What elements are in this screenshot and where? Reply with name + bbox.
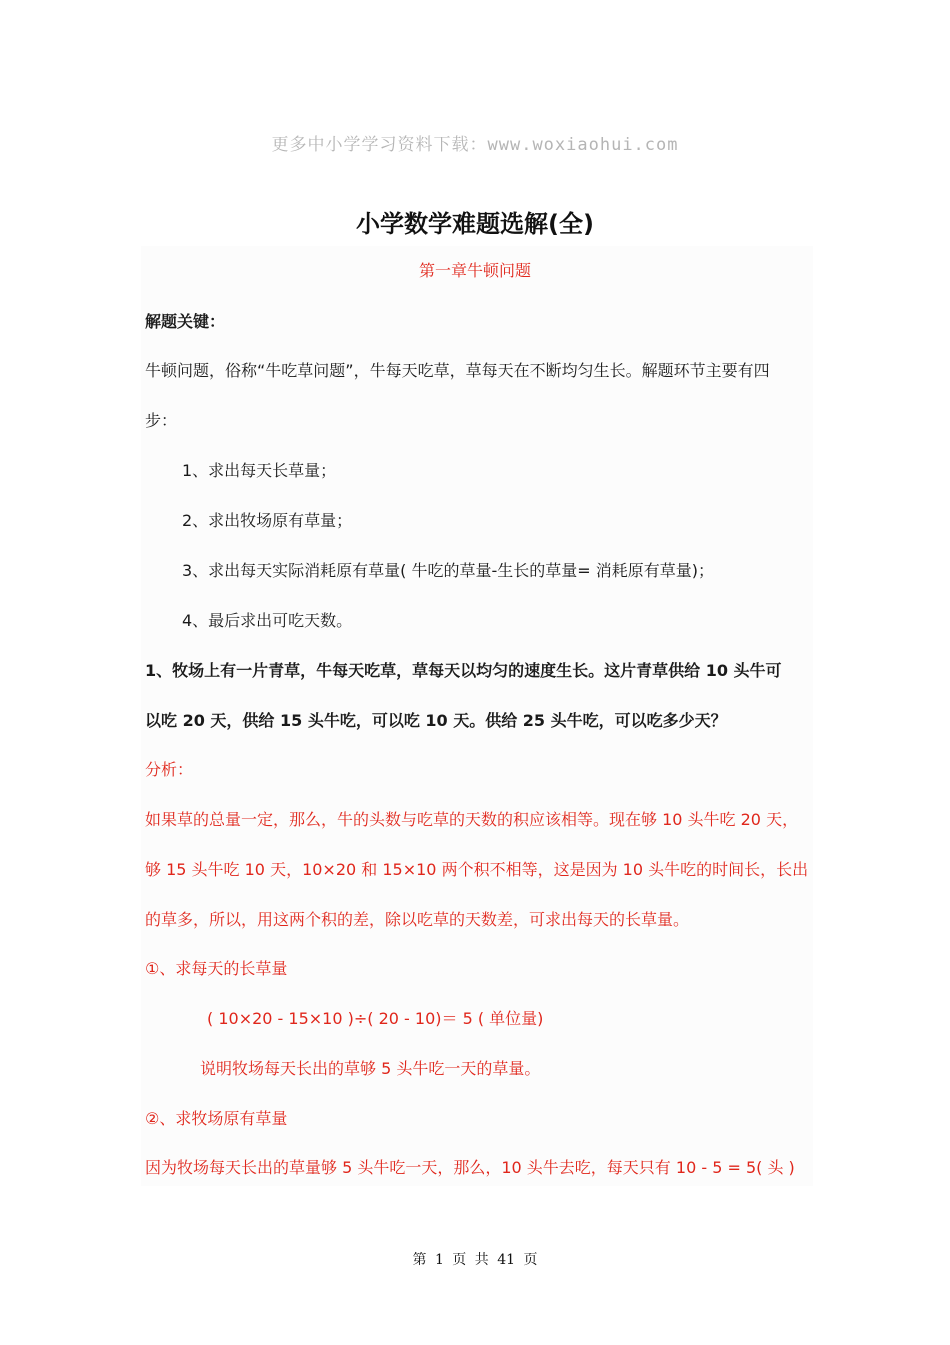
step-1-note: 说明牧场每天长出的草够 5 头牛吃一天的草量。 [200,1059,541,1078]
step-item-2: 2、求出牧场原有草量； [182,511,353,530]
problem-1-line-1: 1、牧场上有一片青草，牛每天吃草，草每天以均匀的速度生长。这片青草供给 10 头牛可 [145,661,782,680]
intro-line-2: 步： [145,411,178,430]
step-2-line-1: 因为牧场每天长出的草量够 5 头牛吃一天，那么，10 头牛去吃，每天只有 10 - 5 = 5( 头 ) [145,1158,795,1177]
chapter-heading: 第一章牛顿问题 [418,261,531,280]
step-1-formula: ( 10×20 - 15×10 )÷( 20 - 10)＝ 5 ( 单位量) [207,1009,544,1028]
analysis-line-3: 的草多，所以，用这两个积的差，除以吃草的天数差，可求出每天的长草量。 [145,910,690,929]
download-banner: 更多中小学学习资料下载：www.woxiaohui.com [271,135,679,155]
key-heading: 解题关键： [145,312,226,331]
step-2-heading: ②、求牧场原有草量 [145,1109,288,1128]
analysis-label: 分析： [145,760,194,779]
step-item-4: 4、最后求出可吃天数。 [182,611,353,630]
intro-line-1: 牛顿问题，俗称“牛吃草问题”，牛每天吃草，草每天在不断均匀生长。解题环节主要有四 [145,361,770,380]
page-number: 第 1 页 共 41 页 [412,1252,538,1268]
analysis-line-1: 如果草的总量一定，那么，牛的头数与吃草的天数的积应该相等。现在够 10 头牛吃 20 天， [145,810,799,829]
step-item-1: 1、求出每天长草量； [182,461,337,480]
document-title: 小学数学难题选解(全) [356,210,594,238]
step-item-3: 3、求出每天实际消耗原有草量( 牛吃的草量-生长的草量= 消耗原有草量)； [182,561,715,580]
problem-1-line-2: 以吃 20 天，供给 15 头牛吃，可以吃 10 天。供给 25 头牛吃，可以吃多少天？ [145,711,727,730]
step-1-heading: ①、求每天的长草量 [145,959,288,978]
analysis-line-2: 够 15 头牛吃 10 天，10×20 和 15×10 两个积不相等，这是因为 10 头牛吃的时间长，长出 [145,860,809,879]
